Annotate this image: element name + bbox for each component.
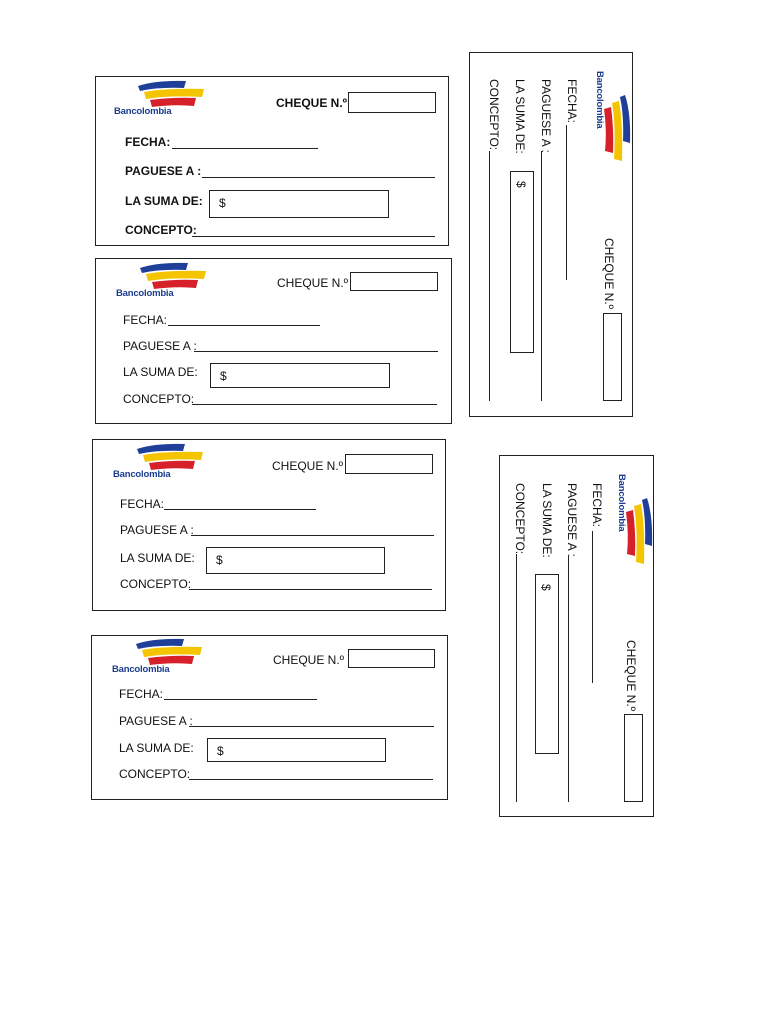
bancolombia-logo-icon [603, 93, 631, 163]
amount-field[interactable] [535, 574, 559, 754]
bancolombia-logo-icon [135, 443, 205, 471]
fecha-label: FECHA: [123, 313, 168, 327]
fecha-label: FECHA: [590, 483, 604, 528]
cheque-2 [95, 258, 452, 424]
suma-label: LA SUMA DE: [125, 194, 203, 208]
cheque-4 [91, 635, 448, 800]
bancolombia-logo [593, 71, 631, 161]
fecha-label: FECHA: [120, 497, 165, 511]
amount-field[interactable] [510, 171, 534, 353]
cheque-number-field[interactable] [603, 313, 622, 401]
amount-field[interactable] [209, 190, 389, 218]
fecha-field[interactable] [592, 531, 593, 683]
amount-field[interactable] [207, 738, 386, 762]
bank-name: Bancolombia [112, 664, 170, 675]
fecha-field[interactable] [164, 509, 316, 510]
concepto-field[interactable] [516, 554, 517, 802]
concepto-field[interactable] [192, 404, 437, 405]
suma-label: LA SUMA DE: [120, 551, 195, 565]
paguese-label: PAGUESE A : [123, 339, 197, 353]
cheque-number-field[interactable] [348, 649, 435, 668]
concepto-label: CONCEPTO: [513, 483, 527, 555]
paguese-field[interactable] [541, 151, 542, 401]
bancolombia-logo [113, 443, 203, 481]
cheque-number-label: CHEQUE N.º [272, 459, 344, 473]
paguese-label: PAGUESE A : [125, 164, 202, 178]
fecha-field[interactable] [566, 125, 567, 280]
cheque-number-label: CHEQUE N.º [273, 653, 345, 667]
currency-symbol: $ [514, 181, 528, 188]
concepto-field[interactable] [189, 779, 433, 780]
bancolombia-logo [116, 262, 206, 300]
cheque-number-field[interactable] [345, 454, 433, 474]
concepto-field[interactable] [192, 236, 435, 237]
currency-symbol: $ [219, 196, 226, 210]
cheque-1 [95, 76, 449, 246]
bancolombia-logo [112, 638, 202, 676]
bancolombia-logo [615, 474, 653, 564]
paguese-field[interactable] [202, 177, 435, 178]
concepto-field[interactable] [189, 589, 432, 590]
suma-label: LA SUMA DE: [123, 365, 198, 379]
cheque-5 [469, 52, 633, 417]
suma-label: LA SUMA DE: [540, 483, 554, 558]
fecha-label: FECHA: [119, 687, 164, 701]
paguese-label: PAGUESE A : [120, 523, 194, 537]
bank-name: Bancolombia [616, 474, 627, 532]
currency-symbol: $ [539, 584, 553, 591]
cheque-number-label: CHEQUE N.º [276, 96, 348, 110]
amount-field[interactable] [210, 363, 390, 388]
bancolombia-logo-icon [625, 496, 653, 566]
amount-field[interactable] [206, 547, 385, 574]
suma-label: LA SUMA DE: [513, 79, 527, 154]
concepto-label: CONCEPTO: [125, 223, 197, 237]
cheque-3 [92, 439, 446, 611]
cheque-number-label: CHEQUE N.º [602, 238, 616, 310]
fecha-label: FECHA: [565, 79, 579, 124]
cheque-number-label: CHEQUE N.º [277, 276, 349, 290]
paguese-field[interactable] [194, 351, 438, 352]
concepto-label: CONCEPTO: [123, 392, 195, 406]
paguese-label: PAGUESE A : [539, 79, 553, 153]
bancolombia-logo-icon [138, 262, 208, 290]
concepto-label: CONCEPTO: [120, 577, 192, 591]
paguese-label: PAGUESE A : [119, 714, 193, 728]
suma-label: LA SUMA DE: [119, 741, 194, 755]
currency-symbol: $ [217, 744, 224, 758]
fecha-label: FECHA: [125, 135, 171, 149]
bancolombia-logo [114, 80, 204, 118]
cheque-number-field[interactable] [348, 92, 436, 113]
cheque-number-field[interactable] [350, 272, 438, 291]
concepto-field[interactable] [489, 151, 490, 401]
bank-name: Bancolombia [113, 469, 171, 480]
currency-symbol: $ [220, 369, 227, 383]
cheque-number-field[interactable] [624, 714, 643, 802]
paguese-field[interactable] [189, 726, 434, 727]
fecha-field[interactable] [168, 325, 320, 326]
paguese-field[interactable] [568, 556, 569, 802]
fecha-field[interactable] [172, 148, 318, 149]
paguese-label: PAGUESE A : [565, 483, 579, 557]
fecha-field[interactable] [164, 699, 317, 700]
bank-name: Bancolombia [116, 288, 174, 299]
bancolombia-logo-icon [134, 638, 204, 666]
paguese-field[interactable] [191, 535, 434, 536]
currency-symbol: $ [216, 553, 223, 567]
bank-name: Bancolombia [594, 71, 605, 129]
cheque-number-label: CHEQUE N.º [624, 640, 638, 712]
bank-name: Bancolombia [114, 106, 172, 117]
concepto-label: CONCEPTO: [487, 79, 501, 151]
bancolombia-logo-icon [136, 80, 206, 108]
cheque-6 [499, 455, 654, 817]
concepto-label: CONCEPTO: [119, 767, 191, 781]
